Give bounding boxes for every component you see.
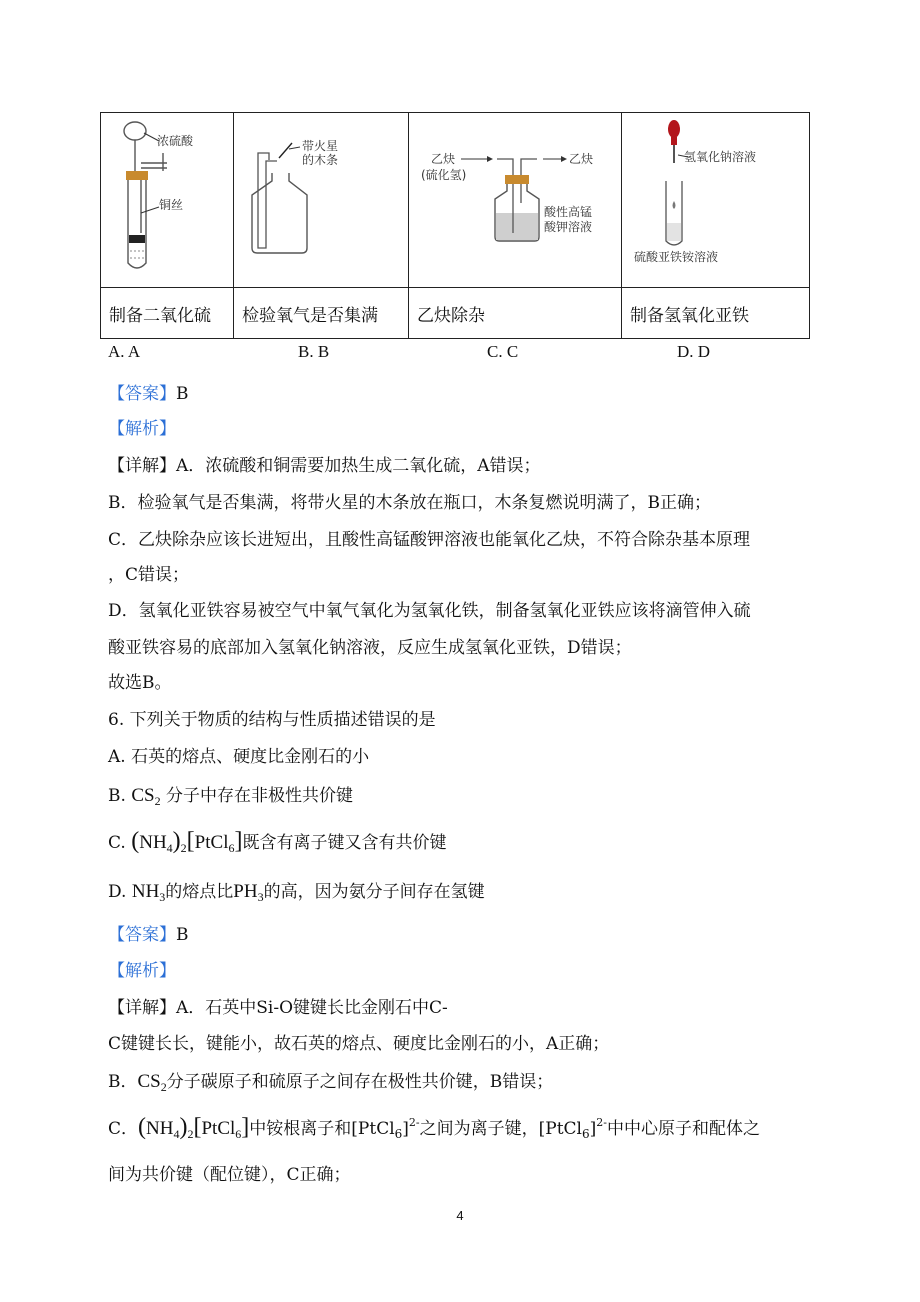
analysis-tag: 【解析】 (108, 419, 176, 439)
label-kmno4-1: 酸性高锰 (544, 205, 593, 219)
cell-apparatus-a (101, 113, 234, 288)
q5-explanation-d1: D．氢氧化亚铁容易被空气中氧气氧化为氢氧化铁，制备氢氧化亚铁应该将滴管伸入硫 (108, 601, 751, 621)
q6-analysis-tag (108, 956, 176, 981)
formula-cs2: $CS_2$ (131, 785, 161, 808)
q6-answer (108, 920, 189, 945)
q6-detail-b: B．$CS_2$分子碳原子和硫原子之间存在极性共价键，B错误； (108, 1071, 554, 1094)
label-naoh: 氢氧化钠溶液 (684, 150, 757, 164)
formula-cs2: $CS_2$ (137, 1071, 167, 1094)
q6-option-d: D. $NH_3$的熔点比$PH_3$的高，因为氨分子间存在氢键 (108, 881, 485, 904)
o2-test-figure (234, 113, 408, 283)
label-glowing-1: 带火星 (302, 139, 339, 153)
label-fe-solution: 硫酸亚铁铵溶液 (634, 250, 719, 264)
answer-value: B (176, 925, 189, 945)
explanation-a: A．浓硫酸和铜需要加热生成二氧化硫，A错误； (176, 456, 541, 476)
label-conc-h2so4: 浓硫酸 (157, 134, 194, 148)
ion-ptcl6: [PtCl$_6$]$^{2-}$ (538, 1116, 607, 1141)
q6-detail-a1: 【详解】A．石英中Si-O键键长比金刚石中C- (108, 998, 448, 1018)
apparatus-table (100, 112, 810, 339)
q5-conclusion: 故选B。 (108, 673, 172, 693)
cell-apparatus-c (409, 113, 622, 288)
answer-tag: 【答案】 (108, 925, 176, 945)
q6-option-c: C. $(NH_4)_2[PtCl_6]$既含有离子键又含有共价键 (108, 828, 447, 855)
label-h2s: (硫化氢) (421, 168, 467, 182)
q6-detail-a2: C键键长长，键能小，故石英的熔点、硬度比金刚石的小，A正确； (108, 1034, 610, 1054)
formula-nh4-2-ptcl6: $(NH_4)_2[PtCl_6]$ (131, 828, 243, 855)
label-acetylene-out: 乙炔 (569, 152, 594, 166)
caption-d: 制备氢氧化亚铁 (622, 288, 810, 339)
cell-apparatus-b (234, 113, 409, 288)
cell-apparatus-d (622, 113, 810, 288)
option-b: B. B (298, 342, 330, 361)
option-a: A. A (108, 342, 141, 361)
q5-explanation-c2: ，C错误； (108, 565, 190, 585)
label-acetylene-in: 乙炔 (431, 152, 456, 166)
q5-detail-a (108, 451, 541, 476)
so2-apparatus-figure (101, 113, 233, 283)
q6-option-a: A. 石英的熔点、硬度比金刚石的小 (108, 747, 370, 767)
option-d: D. D (677, 342, 711, 361)
caption-a: 制备二氧化硫 (101, 288, 234, 339)
answer-value: B (176, 384, 189, 404)
formula-nh3: $NH_3$ (131, 881, 166, 904)
q6-option-b: B. $CS_2$ 分子中存在非极性共价键 (108, 785, 353, 808)
acetylene-purify-figure (409, 113, 621, 283)
answer-tag: 【答案】 (108, 384, 176, 404)
detail-tag: 【详解】 (108, 456, 176, 476)
q5-explanation-c1: C．乙炔除杂应该长进短出，且酸性高锰酸钾溶液也能氧化乙炔，不符合除杂基本原理 (108, 530, 751, 550)
page-number: 4 (456, 1208, 464, 1223)
q5-explanation-d2: 酸亚铁容易的底部加入氢氧化钠溶液，反应生成氢氧化亚铁，D错误； (108, 638, 632, 658)
q6-detail-c1: C．$(NH_4)_2[PtCl_6]$中铵根离子和[PtCl$_6$]$^{2-}$之间为离子键，[PtCl$_6$]$^{2-}$中中心原子和配体之 (108, 1114, 760, 1141)
q5-analysis-tag (108, 414, 176, 439)
formula-ph3: $PH_3$ (233, 881, 264, 904)
feoh2-figure (622, 113, 809, 283)
analysis-tag: 【解析】 (108, 961, 176, 981)
ion-ptcl6: [PtCl$_6$]$^{2-}$ (351, 1116, 420, 1141)
caption-c: 乙炔除杂 (409, 288, 622, 339)
q5-answer (108, 379, 189, 404)
detail-tag: 【详解】 (108, 998, 176, 1018)
formula-nh4-2-ptcl6: $(NH_4)_2[PtCl_6]$ (138, 1114, 250, 1141)
label-glowing-2: 的木条 (302, 153, 339, 167)
caption-b: 检验氧气是否集满 (234, 288, 409, 339)
q5-explanation-b: B．检验氧气是否集满，将带火星的木条放在瓶口，木条复燃说明满了，B正确； (108, 493, 711, 513)
q6-stem: 6. 下列关于物质的结构与性质描述错误的是 (108, 710, 436, 730)
q6-detail-c2: 间为共价键（配位键），C正确； (108, 1165, 351, 1185)
label-kmno4-2: 酸钾溶液 (544, 220, 593, 234)
label-cu-wire: 铜丝 (159, 198, 184, 212)
option-c: C. C (487, 342, 519, 361)
